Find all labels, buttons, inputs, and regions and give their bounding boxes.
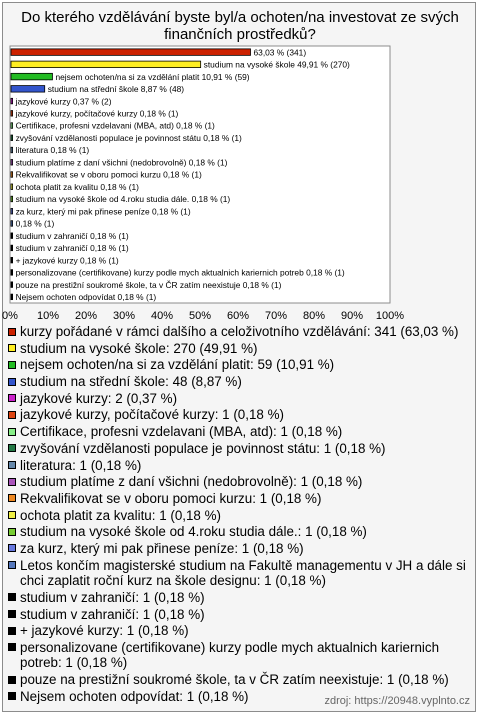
legend-label: Rekvalifikovat se v oboru pomoci kurzu: 1 (0,18 %) — [20, 490, 322, 506]
legend-label: Letos končím magisterské studium na Fakultě managementu v JH a dále si chci zaplatit roční kurz na škole designu: 1 (0,18 %) — [20, 557, 466, 589]
legend-item — [8, 474, 470, 490]
x-tick-label: 100% — [375, 310, 405, 322]
bar — [11, 184, 13, 190]
bar-label: studium platíme z daní všichni (nedobrovolně) 0,18 % (1) — [15, 157, 228, 168]
legend-swatch — [8, 361, 16, 369]
bar — [11, 61, 201, 68]
x-tick-label: 20% — [74, 310, 98, 322]
legend-item — [8, 541, 470, 557]
legend-item — [8, 491, 470, 507]
legend-label: studium na střední škole: 48 (8,87 %) — [20, 374, 242, 390]
bar-label: literatura 0,18 % (1) — [15, 145, 90, 156]
legend-swatch — [8, 544, 16, 552]
legend-label: jazykové kurzy: 2 (0,37 %) — [20, 390, 178, 406]
legend-label: jazykové kurzy, počítačové kurzy: 1 (0,18 %) — [20, 407, 284, 423]
legend-item — [8, 590, 470, 606]
legend-swatch — [8, 511, 16, 519]
bar-label: studium na vysoké škole 49,91 % (270) — [203, 59, 350, 70]
legend-label: nejsem ochoten/na si za vzdělání platit: 59 (10,91 %) — [20, 357, 335, 373]
legend-item — [8, 441, 470, 457]
legend-swatch — [8, 561, 16, 569]
bar — [11, 98, 13, 104]
legend-item — [8, 407, 470, 423]
legend-swatch — [8, 411, 16, 419]
bar-label: jazykové kurzy 0,37 % (2) — [15, 96, 112, 107]
bar — [11, 233, 13, 239]
x-tick-label: 0% — [2, 310, 18, 322]
bar-chart — [0, 0, 480, 330]
bar — [11, 245, 13, 251]
x-tick-label: 30% — [112, 310, 136, 322]
bar — [11, 73, 52, 80]
legend-item — [8, 324, 470, 340]
bar-label: 63,03 % (341) — [253, 47, 307, 58]
legend-item — [8, 391, 470, 407]
legend-swatch — [8, 394, 16, 402]
legend-label: studium v zahraničí: 1 (0,18 %) — [20, 606, 205, 622]
legend-item — [8, 508, 470, 524]
bar-label: ochota platit za kvalitu 0,18 % (1) — [15, 181, 139, 192]
bar-label: nejsem ochoten/na si za vzdělání platit 10,91 % (59) — [55, 71, 250, 82]
bar — [11, 172, 13, 178]
legend-item — [8, 458, 470, 474]
bar-label: jazykové kurzy, počítačové kurzy 0,18 % (1) — [15, 108, 179, 119]
x-tick-label: 90% — [340, 310, 364, 322]
x-tick-label: 50% — [188, 310, 212, 322]
legend-swatch — [8, 610, 16, 618]
legend-item — [8, 424, 470, 440]
legend-swatch — [8, 627, 16, 635]
bar-label: 0,18 % (1) — [15, 218, 55, 229]
legend-label: pouze na prestižní soukromé škole, ta v ČR zatím neexistuje: 1 (0,18 %) — [20, 672, 449, 688]
legend-label: studium na vysoké škole od 4.roku studia dále.: 1 (0,18 %) — [20, 524, 367, 540]
bar — [11, 270, 13, 276]
bar — [11, 208, 13, 214]
bar-label: studium na střední škole 8,87 % (48) — [47, 84, 185, 95]
bar-label: personalizovane (certifikovane) kurzy podle mych aktualnich kariernich potreb 0,18 % (1) — [15, 267, 345, 278]
bar — [11, 294, 13, 300]
bar — [11, 86, 45, 93]
legend-swatch — [8, 676, 16, 684]
legend-swatch — [8, 593, 16, 601]
bar — [11, 221, 13, 227]
legend-item — [8, 357, 470, 373]
legend-swatch — [8, 478, 16, 486]
legend-label: Certifikace, profesni vzdelavani (MBA, atd): 1 (0,18 %) — [20, 424, 343, 440]
legend-label: kurzy pořádané v rámci dalšího a celoživotního vzdělávání: 341 (63,03 %) — [20, 324, 459, 339]
legend-label: studium na vysoké škole: 270 (49,91 %) — [20, 340, 258, 356]
bar — [11, 49, 251, 56]
bar-label: Nejsem ochoten odpovídat 0,18 % (1) — [15, 292, 157, 303]
bar-label: studium na vysoké škole od 4.roku studia dále. 0,18 % (1) — [15, 194, 231, 205]
legend-swatch — [8, 428, 16, 436]
legend-item — [8, 672, 470, 688]
legend-label: studium v zahraničí: 1 (0,18 %) — [20, 589, 205, 605]
x-tick-label: 70% — [264, 310, 288, 322]
legend-item — [8, 607, 470, 623]
x-tick-label: 10% — [36, 310, 60, 322]
bar — [11, 282, 13, 288]
legend-swatch — [8, 328, 16, 336]
legend-item — [8, 640, 470, 671]
legend-label: za kurz, který mi pak přinese peníze: 1 (0,18 %) — [20, 540, 304, 556]
bar — [11, 111, 13, 117]
bar-label: zvyšování vzdělanosti populace je povinnost státu 0,18 % (1) — [15, 132, 242, 143]
legend-swatch — [8, 444, 16, 452]
bar-label: Rekvalifikovat se v oboru pomoci kurzu 0,18 % (1) — [15, 169, 202, 180]
legend-swatch — [8, 344, 16, 352]
bar — [11, 147, 13, 153]
legend-label: studium platíme z daní všichni (nedobrovolně): 1 (0,18 %) — [20, 474, 363, 490]
bar — [11, 257, 13, 263]
legend-swatch — [8, 692, 16, 700]
bar — [11, 160, 13, 166]
source-link[interactable]: zdroj: https://20948.vyplnto.cz — [324, 695, 470, 707]
x-tick-label: 60% — [226, 310, 250, 322]
bar-label: za kurz, který mi pak přinese peníze 0,18 % (1) — [15, 206, 191, 217]
legend-item — [8, 374, 470, 390]
legend-label: + jazykové kurzy: 1 (0,18 %) — [20, 623, 189, 639]
bar — [11, 123, 13, 129]
legend-label: ochota platit za kvalitu: 1 (0,18 %) — [20, 507, 221, 523]
legend-item — [8, 341, 470, 357]
legend-label: literatura: 1 (0,18 %) — [20, 457, 142, 473]
bar-label: Certifikace, profesni vzdelavani (MBA, atd) 0,18 % (1) — [15, 120, 215, 131]
bar-label: + jazykové kurzy 0,18 % (1) — [15, 255, 119, 266]
bar-label: pouze na prestižní soukromé škole, ta v ČR zatím neexistuje 0,18 % (1) — [15, 279, 282, 290]
bar — [11, 135, 13, 141]
legend-swatch — [8, 643, 16, 651]
x-tick-label: 80% — [302, 310, 326, 322]
chart-title: Do kterého vzdělávání byste byl/a ochoten/na investovat ze svých finančních prostředků? — [21, 9, 459, 43]
bar-label: studium v zahraničí 0,18 % (1) — [15, 230, 129, 241]
legend-item — [8, 623, 470, 639]
legend-swatch — [8, 378, 16, 386]
legend-label: Nejsem ochoten odpovídat: 1 (0,18 %) — [20, 688, 249, 704]
legend-item — [8, 558, 470, 589]
legend-swatch — [8, 461, 16, 469]
legend-swatch — [8, 528, 16, 536]
legend — [8, 324, 470, 705]
bar-label: studium v zahraničí 0,18 % (1) — [15, 243, 129, 254]
bar — [11, 196, 13, 202]
x-tick-label: 40% — [150, 310, 174, 322]
legend-label: personalizovane (certifikovane) kurzy podle mych aktualnich kariernich potreb: 1 (0,18 %) — [20, 639, 440, 671]
legend-swatch — [8, 494, 16, 502]
legend-label: zvyšování vzdělanosti populace je povinnost státu: 1 (0,18 %) — [20, 440, 386, 456]
legend-item — [8, 524, 470, 540]
